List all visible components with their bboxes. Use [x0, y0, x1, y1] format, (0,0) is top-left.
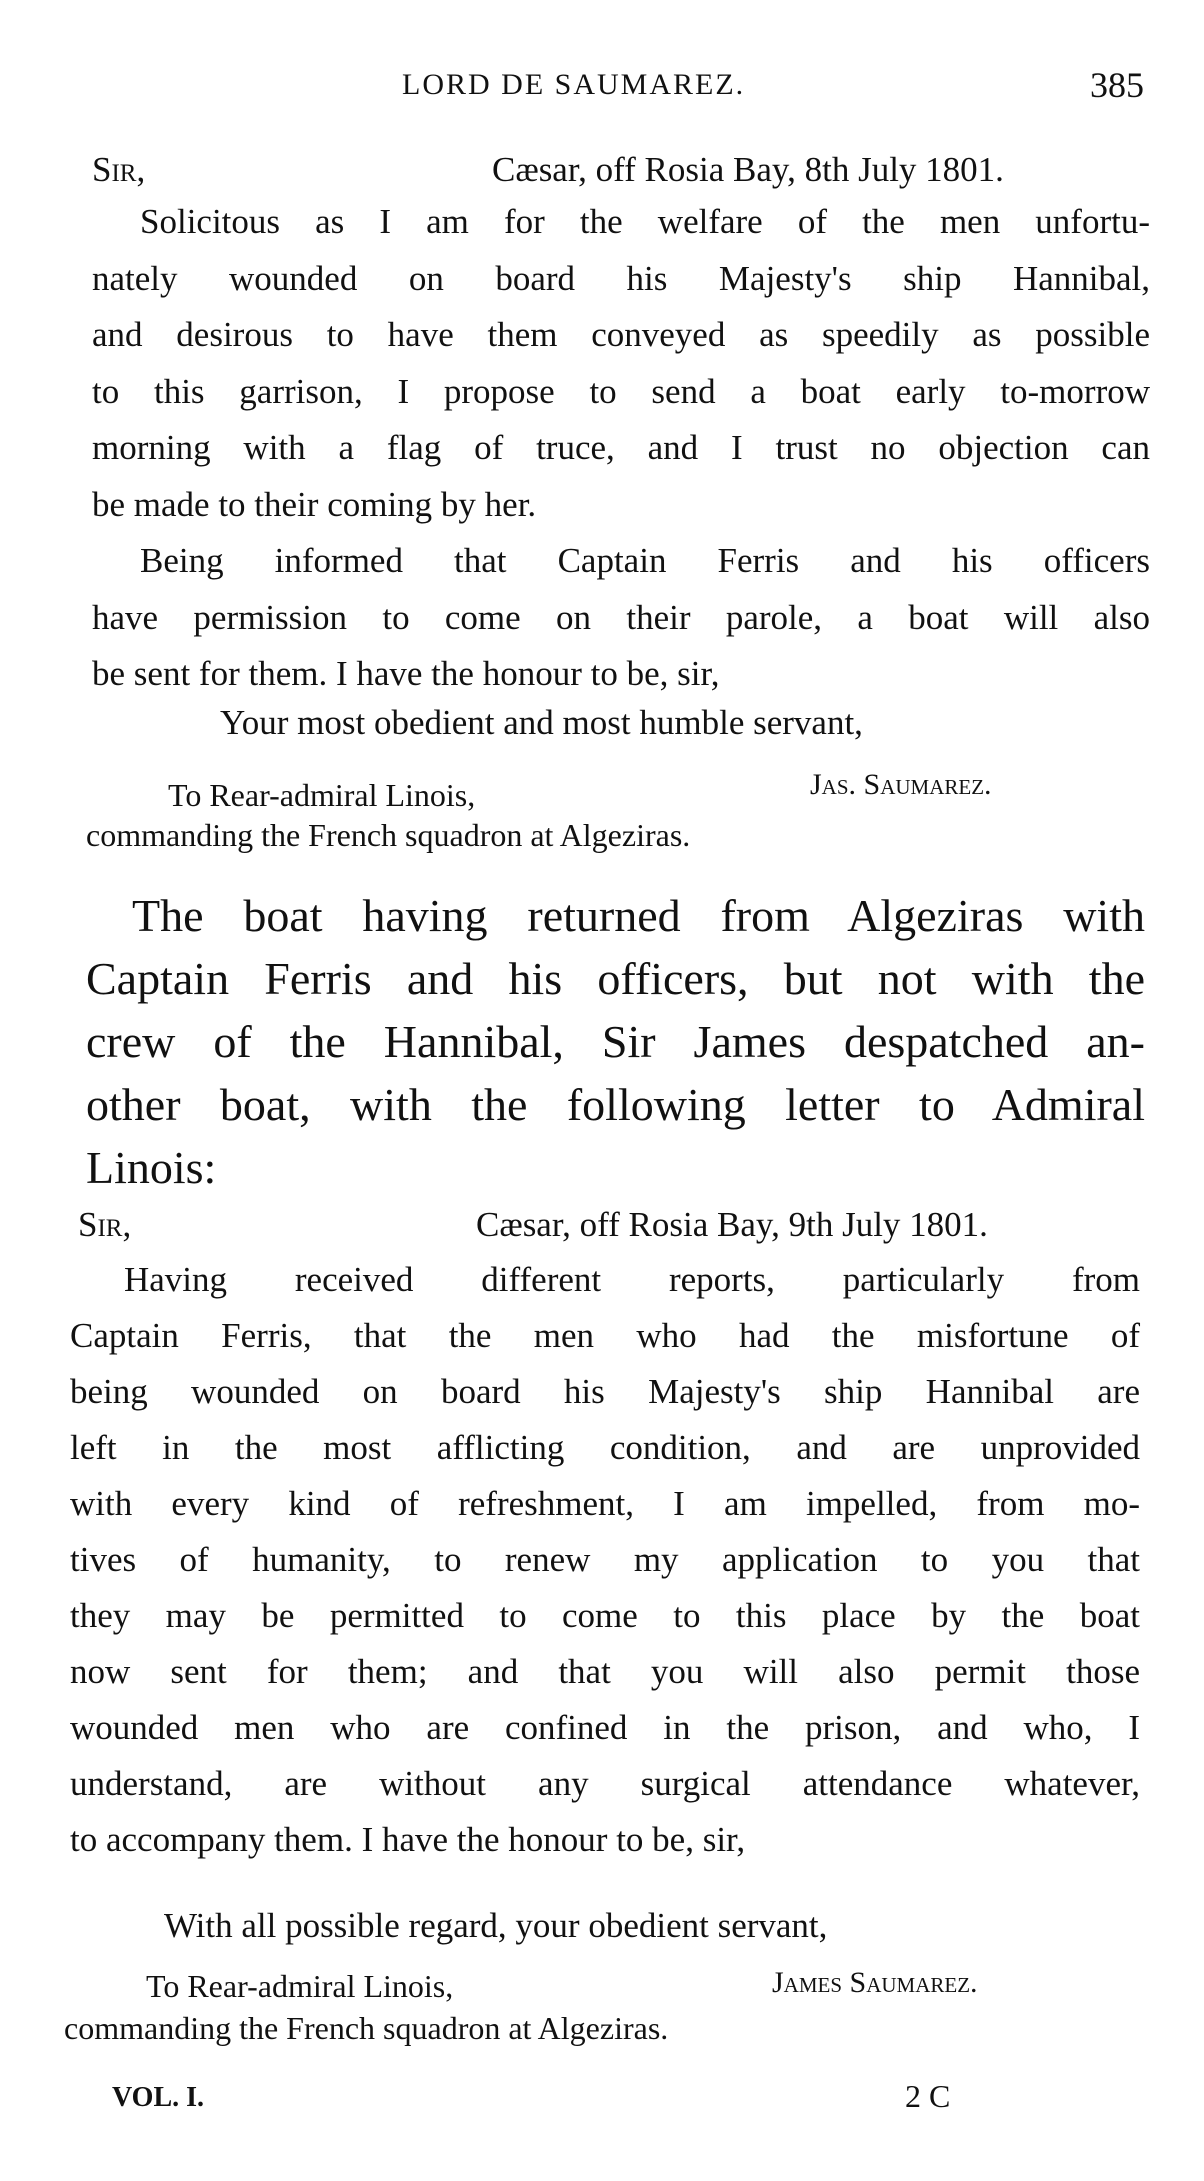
- text-line: Linois:: [86, 1142, 217, 1193]
- text-line: Solicitous as I am for the welfare of the men unfortu-: [140, 202, 1150, 241]
- text-line: Being informed that Captain Ferris and his officers: [140, 541, 1150, 580]
- signature-mark: 2 C: [905, 2078, 951, 2114]
- page-number: 385: [1090, 65, 1144, 105]
- text-line: Having received different reports, particularly from: [124, 1260, 1140, 1299]
- closing: With all possible regard, your obedient servant,: [164, 1906, 828, 1945]
- text-line: to this garrison, I propose to send a boat early to-morrow: [92, 371, 1150, 411]
- salutation: Sir,: [92, 150, 146, 189]
- text-line: being wounded on board his Majesty's ship Hannibal are: [70, 1372, 1140, 1411]
- text-line: other boat, with the following letter to Admiral: [86, 1079, 1145, 1130]
- signature: James Saumarez.: [772, 1966, 978, 1999]
- text-line: tives of humanity, to renew my application to you that: [70, 1540, 1140, 1579]
- text-line: morning with a flag of truce, and I trust no objection can: [92, 428, 1150, 467]
- signature: Jas. Saumarez.: [810, 768, 992, 801]
- text-line: wounded men who are confined in the prison, and who, I: [70, 1708, 1140, 1747]
- text-line: nately wounded on board his Majesty's ship Hannibal,: [92, 258, 1150, 298]
- dateline: Cæsar, off Rosia Bay, 9th July 1801.: [476, 1205, 988, 1244]
- closing: Your most obedient and most humble servant,: [220, 703, 863, 742]
- text-line: crew of the Hannibal, Sir James despatched an-: [86, 1016, 1145, 1067]
- dateline: Cæsar, off Rosia Bay, 8th July 1801.: [492, 150, 1004, 189]
- text-line: and desirous to have them conveyed as speedily as possible: [92, 315, 1150, 354]
- text-line: with every kind of refreshment, I am impelled, from mo-: [70, 1484, 1140, 1523]
- salutation: Sir,: [78, 1205, 132, 1244]
- text-line: Captain Ferris and his officers, but not with the: [86, 953, 1145, 1004]
- addressee: To Rear-admiral Linois,: [146, 1968, 454, 2004]
- text-line: they may be permitted to come to this place by the boat: [70, 1596, 1140, 1635]
- text-line: understand, are without any surgical attendance whatever,: [70, 1764, 1140, 1803]
- addressee-line2: commanding the French squadron at Algeziras.: [86, 817, 691, 853]
- volume-label: VOL. I.: [112, 2082, 205, 2113]
- addressee: To Rear-admiral Linois,: [168, 777, 476, 813]
- text-line: have permission to come on their parole, a boat will also: [92, 597, 1150, 637]
- text-line: now sent for them; and that you will also permit those: [70, 1652, 1140, 1691]
- text-line: The boat having returned from Algeziras with: [132, 890, 1145, 941]
- text-line: to accompany them. I have the honour to be, sir,: [70, 1820, 746, 1859]
- addressee-line2: commanding the French squadron at Algeziras.: [64, 2010, 669, 2046]
- text-line: left in the most afflicting condition, and are unprovided: [70, 1428, 1140, 1467]
- text-line: Captain Ferris, that the men who had the misfortune of: [70, 1316, 1140, 1355]
- text-line: be made to their coming by her.: [92, 484, 537, 524]
- text-line: be sent for them. I have the honour to be, sir,: [92, 654, 720, 693]
- running-title: LORD DE SAUMAREZ.: [402, 68, 746, 101]
